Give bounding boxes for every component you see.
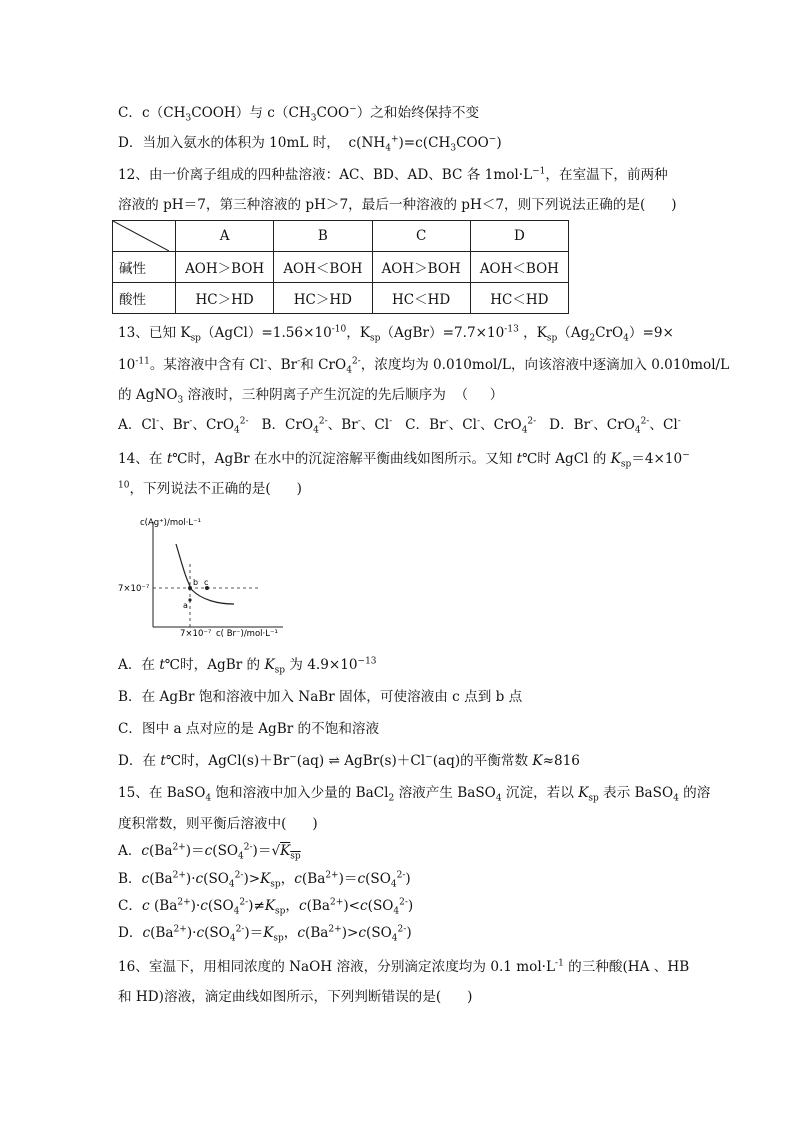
- table-header: D: [470, 221, 568, 252]
- q12-stem-1: 12、由一价离子组成的四种盐溶液：AC、BD、AD、BC 各 $1mol\cdot L^{-1}$，在室温下，前两种: [118, 166, 668, 183]
- point-a: [188, 598, 191, 601]
- table-cell: HC＞HD: [274, 283, 372, 314]
- table-cell: HC＜HD: [372, 283, 470, 314]
- q13-stem-3: 的 AgNO$_3$ 溶液时，三种阴离子产生沉淀的先后顺序为 （ ）: [118, 387, 504, 406]
- table-cell: AOH＜BOH: [470, 252, 568, 283]
- row-label: 酸性: [113, 283, 176, 314]
- q14-option-a: A．在 t℃时，AgBr 的 $K_{sp}$ 为 $4.9\times 10^{-13}$: [118, 656, 377, 676]
- x-tick-label: 7×10⁻⁷: [180, 629, 212, 639]
- q14-stem-1: 14、在 t℃时，AgBr 在水中的沉淀溶解平衡曲线如图所示。又知 t℃时 AgCl 的 $K_{sp}=4\times 10^-$: [118, 450, 690, 470]
- point-b: [188, 586, 192, 590]
- q15-stem-1: 15、在 BaSO$_4$ 饱和溶液中加入少量的 BaCl$_2$ 溶液产生 BaSO$_4$ 沉淀，若以 $K_{sp}$ 表示 BaSO$_4$ 的溶: [118, 785, 711, 804]
- q13-stem-2: $10^{-11}$。某溶液中含有 Cl-、Br-和 CrO$_4^{2-}$，浓度均为 0.010mol/L，向该溶液中逐滴加入 0.010mol/L: [118, 356, 730, 376]
- q15-option-c: C．c $(Ba^{2+})\cdot c(SO_4^{2-})\ne K_{sp}$，$c(Ba^{2+})<c(SO_4^{2-})$: [118, 897, 414, 917]
- row-label: 碱性: [113, 252, 176, 283]
- q16-stem-1: 16、室温下，用相同浓度的 NaOH 溶液，分别滴定浓度均为 0.1 $mol\cdot L^{-1}$ 的三种酸(HA 、HB: [118, 958, 690, 975]
- point-label: c: [204, 578, 209, 587]
- q15-option-b: B．$c(Ba^{2+})\cdot c(SO_4^{2-})>K_{sp}$，$c(Ba^{2+})=c(SO_4^{2-})$: [118, 870, 411, 890]
- option-d-line: D．当加入氨水的体积为 10mL 时， $c(NH_4^+)=c(CH_3COO^-)$: [118, 134, 502, 154]
- q16-stem-2: 和 HD)溶液，滴定曲线如图所示，下列判断错误的是( ): [118, 989, 473, 1005]
- table-cell: AOH＞BOH: [372, 252, 470, 283]
- table-cell: AOH＜BOH: [274, 252, 372, 283]
- y-axis-label: c(Ag⁺)/mol·L⁻¹: [140, 518, 202, 528]
- point-label: b: [193, 578, 199, 587]
- q14-option-d: D．在 t℃时，AgCl(s)＋Br−(aq) ⇌ AgBr(s)＋Cl−(aq)的平衡常数 K≈816: [118, 752, 580, 769]
- table-header: A: [176, 221, 274, 252]
- table-cell: HC＞HD: [176, 283, 274, 314]
- q13-stem-1: 13、已知 $K_{sp}(AgCl)=1.56\times 10^{-10}$，$K_{sp}(AgBr)=7.7\times 10^{-13}$ ，$K_{sp}(Ag_2CrO_4)=9\times$: [118, 324, 674, 344]
- solubility-curve-graph: [118, 512, 298, 642]
- point-label: a: [183, 601, 188, 610]
- q15-option-d: D．$c(Ba^{2+})\cdot c(SO_4^{2-})=K_{sp}$，$c(Ba^{2+})>c(SO_4^{2-})$: [118, 924, 412, 944]
- equilibrium-curve: [176, 544, 234, 604]
- q12-table: [112, 220, 569, 314]
- option-c-line: C．$c(CH_3COOH)$与 $c(CH_3COO^-)$之和始终保持不变: [118, 104, 480, 124]
- y-tick-label: 7×10⁻⁷: [118, 584, 150, 594]
- q13-options: A．Cl-、Br-、CrO$_4^{2-}$ B．CrO$_4^{2-}$、Br-、Cl- C．Br-、Cl-、CrO$_4^{2-}$ D．Br-、CrO$_4^{2-}$、Cl-: [118, 416, 681, 436]
- table-cell: AOH＞BOH: [176, 252, 274, 283]
- table-corner: [113, 221, 176, 252]
- table-header: C: [372, 221, 470, 252]
- q12-stem-2: 溶液的 pH＝7，第三种溶液的 pH＞7，最后一种溶液的 pH＜7，则下列说法正确的是( ): [118, 197, 677, 213]
- x-axis-label: c( Br⁻)/mol·L⁻¹: [216, 629, 278, 639]
- q14-option-c: C．图中 a 点对应的是 AgBr 的不饱和溶液: [118, 721, 380, 737]
- table-cell: HC＜HD: [470, 283, 568, 314]
- q14-stem-2: $^{10}$，下列说法不正确的是( ): [118, 480, 302, 497]
- q15-stem-2: 度积常数，则平衡后溶液中( ): [118, 816, 318, 832]
- q15-option-a: A．$c(Ba^{2+})=c(SO_4^{2-})=√K_{sp}$: [118, 842, 301, 862]
- q14-option-b: B．在 AgBr 饱和溶液中加入 NaBr 固体，可使溶液由 c 点到 b 点: [118, 689, 523, 705]
- table-header: B: [274, 221, 372, 252]
